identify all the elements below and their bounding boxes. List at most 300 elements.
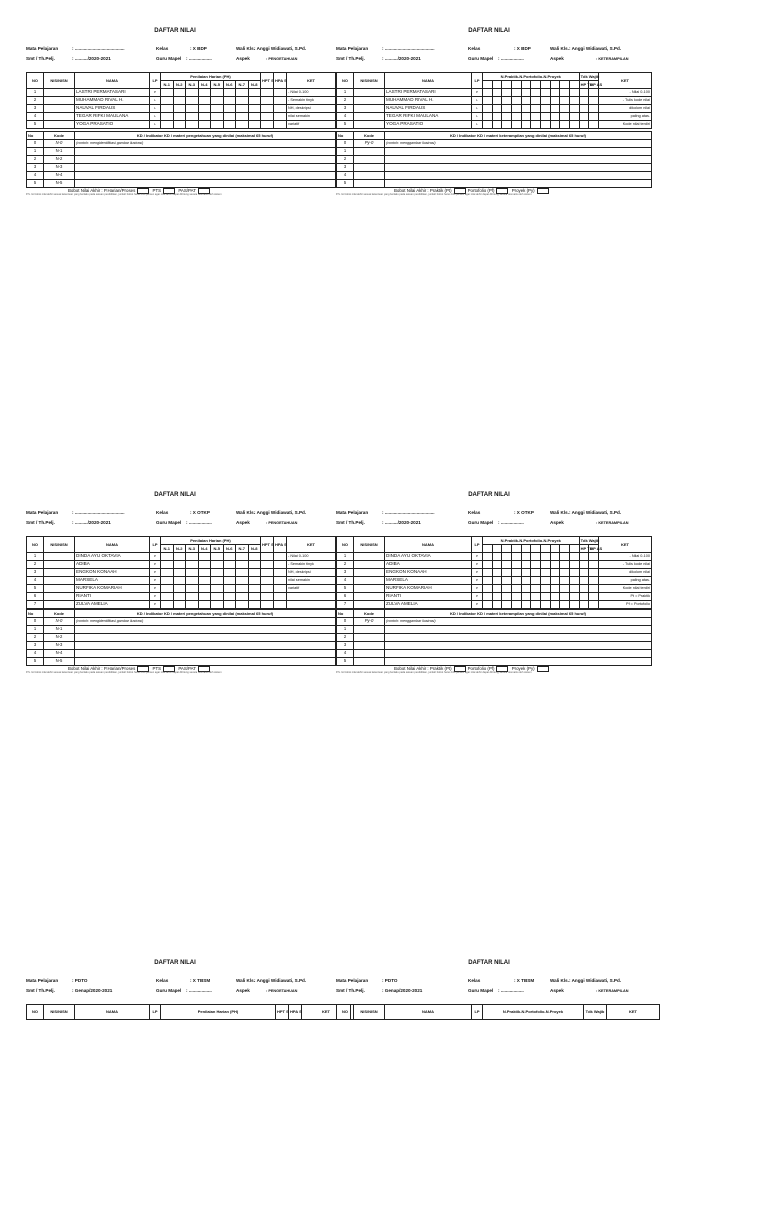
nis-cell[interactable] xyxy=(44,585,75,593)
score-cell[interactable] xyxy=(550,553,560,561)
score-cell[interactable] xyxy=(579,121,589,129)
score-cell[interactable] xyxy=(274,585,287,593)
score-cell[interactable] xyxy=(550,561,560,569)
score-cell[interactable] xyxy=(248,113,261,121)
score-cell[interactable] xyxy=(569,569,579,577)
score-cell[interactable] xyxy=(261,577,274,585)
score-cell[interactable] xyxy=(560,105,570,113)
score-cell[interactable] xyxy=(540,121,550,129)
score-cell[interactable] xyxy=(236,89,249,97)
score-cell[interactable] xyxy=(531,577,541,585)
score-cell[interactable] xyxy=(236,113,249,121)
score-cell[interactable] xyxy=(550,601,560,609)
kd-description[interactable] xyxy=(75,650,336,658)
score-cell[interactable] xyxy=(198,585,211,593)
score-cell[interactable] xyxy=(186,97,199,105)
kd-description[interactable] xyxy=(75,172,336,180)
score-cell[interactable] xyxy=(161,105,174,113)
score-cell[interactable] xyxy=(521,89,531,97)
kd-description[interactable] xyxy=(385,164,652,172)
score-cell[interactable] xyxy=(274,89,287,97)
score-cell[interactable] xyxy=(161,585,174,593)
score-cell[interactable] xyxy=(483,577,493,585)
score-cell[interactable] xyxy=(186,113,199,121)
nis-cell[interactable] xyxy=(354,601,385,609)
score-cell[interactable] xyxy=(211,553,224,561)
score-cell[interactable] xyxy=(186,121,199,129)
score-cell[interactable] xyxy=(560,561,570,569)
kd-description[interactable] xyxy=(75,156,336,164)
kd-description[interactable] xyxy=(75,634,336,642)
nis-cell[interactable] xyxy=(44,577,75,585)
score-cell[interactable] xyxy=(483,89,493,97)
score-cell[interactable] xyxy=(560,593,570,601)
kd-description[interactable] xyxy=(385,148,652,156)
nis-cell[interactable] xyxy=(44,553,75,561)
score-cell[interactable] xyxy=(511,121,521,129)
score-cell[interactable] xyxy=(211,113,224,121)
score-cell[interactable] xyxy=(589,553,599,561)
score-cell[interactable] xyxy=(274,569,287,577)
score-cell[interactable] xyxy=(569,593,579,601)
score-cell[interactable] xyxy=(223,121,236,129)
score-cell[interactable] xyxy=(589,593,599,601)
nis-cell[interactable] xyxy=(354,561,385,569)
score-cell[interactable] xyxy=(531,561,541,569)
score-cell[interactable] xyxy=(579,585,589,593)
nis-cell[interactable] xyxy=(44,113,75,121)
nis-cell[interactable] xyxy=(44,593,75,601)
score-cell[interactable] xyxy=(186,553,199,561)
score-cell[interactable] xyxy=(198,561,211,569)
score-cell[interactable] xyxy=(492,569,502,577)
score-cell[interactable] xyxy=(261,593,274,601)
kd-description[interactable] xyxy=(75,148,336,156)
score-cell[interactable] xyxy=(274,561,287,569)
score-cell[interactable] xyxy=(173,121,186,129)
score-cell[interactable] xyxy=(511,601,521,609)
nis-cell[interactable] xyxy=(44,569,75,577)
score-cell[interactable] xyxy=(261,569,274,577)
score-cell[interactable] xyxy=(274,601,287,609)
score-cell[interactable] xyxy=(521,553,531,561)
score-cell[interactable] xyxy=(211,569,224,577)
score-cell[interactable] xyxy=(173,105,186,113)
score-cell[interactable] xyxy=(483,601,493,609)
score-cell[interactable] xyxy=(511,113,521,121)
score-cell[interactable] xyxy=(223,577,236,585)
score-cell[interactable] xyxy=(579,577,589,585)
score-cell[interactable] xyxy=(540,601,550,609)
score-cell[interactable] xyxy=(274,113,287,121)
kd-description[interactable] xyxy=(385,180,652,188)
score-cell[interactable] xyxy=(550,113,560,121)
score-cell[interactable] xyxy=(560,89,570,97)
score-cell[interactable] xyxy=(511,561,521,569)
score-cell[interactable] xyxy=(531,97,541,105)
score-cell[interactable] xyxy=(236,585,249,593)
score-cell[interactable] xyxy=(579,89,589,97)
score-cell[interactable] xyxy=(483,121,493,129)
score-cell[interactable] xyxy=(521,593,531,601)
score-cell[interactable] xyxy=(274,105,287,113)
score-cell[interactable] xyxy=(211,89,224,97)
score-cell[interactable] xyxy=(560,585,570,593)
score-cell[interactable] xyxy=(261,105,274,113)
score-cell[interactable] xyxy=(248,553,261,561)
kd-description[interactable]: (contoh: mengidentifikasi gambar ilustrasi) xyxy=(75,140,336,148)
score-cell[interactable] xyxy=(521,97,531,105)
nis-cell[interactable] xyxy=(44,97,75,105)
score-cell[interactable] xyxy=(502,553,512,561)
score-cell[interactable] xyxy=(569,97,579,105)
score-cell[interactable] xyxy=(589,569,599,577)
score-cell[interactable] xyxy=(483,593,493,601)
score-cell[interactable] xyxy=(550,585,560,593)
score-cell[interactable] xyxy=(248,97,261,105)
score-cell[interactable] xyxy=(223,561,236,569)
nis-cell[interactable] xyxy=(354,585,385,593)
score-cell[interactable] xyxy=(198,105,211,113)
score-cell[interactable] xyxy=(223,97,236,105)
kd-description[interactable] xyxy=(75,626,336,634)
score-cell[interactable] xyxy=(511,577,521,585)
score-cell[interactable] xyxy=(173,601,186,609)
score-cell[interactable] xyxy=(502,577,512,585)
score-cell[interactable] xyxy=(531,553,541,561)
score-cell[interactable] xyxy=(521,577,531,585)
score-cell[interactable] xyxy=(569,561,579,569)
nis-cell[interactable] xyxy=(44,601,75,609)
score-cell[interactable] xyxy=(531,601,541,609)
score-cell[interactable] xyxy=(521,585,531,593)
score-cell[interactable] xyxy=(223,113,236,121)
score-cell[interactable] xyxy=(569,113,579,121)
score-cell[interactable] xyxy=(173,585,186,593)
score-cell[interactable] xyxy=(211,601,224,609)
score-cell[interactable] xyxy=(198,89,211,97)
kd-description[interactable] xyxy=(75,164,336,172)
kd-description[interactable]: (contoh: menggambar ilustrasi) xyxy=(385,140,652,148)
kd-description[interactable] xyxy=(385,634,652,642)
score-cell[interactable] xyxy=(550,569,560,577)
score-cell[interactable] xyxy=(236,121,249,129)
score-cell[interactable] xyxy=(248,585,261,593)
score-cell[interactable] xyxy=(579,601,589,609)
score-cell[interactable] xyxy=(261,121,274,129)
score-cell[interactable] xyxy=(589,561,599,569)
score-cell[interactable] xyxy=(211,593,224,601)
kd-description[interactable] xyxy=(385,642,652,650)
kd-description[interactable] xyxy=(385,650,652,658)
score-cell[interactable] xyxy=(248,569,261,577)
score-cell[interactable] xyxy=(560,121,570,129)
score-cell[interactable] xyxy=(579,97,589,105)
score-cell[interactable] xyxy=(540,569,550,577)
score-cell[interactable] xyxy=(540,97,550,105)
score-cell[interactable] xyxy=(531,89,541,97)
score-cell[interactable] xyxy=(198,569,211,577)
score-cell[interactable] xyxy=(560,97,570,105)
score-cell[interactable] xyxy=(502,569,512,577)
score-cell[interactable] xyxy=(186,593,199,601)
score-cell[interactable] xyxy=(492,97,502,105)
score-cell[interactable] xyxy=(236,97,249,105)
score-cell[interactable] xyxy=(531,569,541,577)
score-cell[interactable] xyxy=(198,97,211,105)
score-cell[interactable] xyxy=(483,569,493,577)
score-cell[interactable] xyxy=(248,89,261,97)
score-cell[interactable] xyxy=(223,105,236,113)
score-cell[interactable] xyxy=(236,553,249,561)
score-cell[interactable] xyxy=(560,113,570,121)
score-cell[interactable] xyxy=(211,577,224,585)
score-cell[interactable] xyxy=(579,593,589,601)
score-cell[interactable] xyxy=(521,601,531,609)
score-cell[interactable] xyxy=(502,113,512,121)
kd-description[interactable] xyxy=(75,658,336,666)
score-cell[interactable] xyxy=(540,113,550,121)
score-cell[interactable] xyxy=(223,569,236,577)
score-cell[interactable] xyxy=(492,585,502,593)
score-cell[interactable] xyxy=(261,561,274,569)
score-cell[interactable] xyxy=(274,577,287,585)
score-cell[interactable] xyxy=(186,89,199,97)
score-cell[interactable] xyxy=(511,585,521,593)
score-cell[interactable] xyxy=(492,553,502,561)
score-cell[interactable] xyxy=(492,561,502,569)
score-cell[interactable] xyxy=(579,553,589,561)
score-cell[interactable] xyxy=(173,569,186,577)
nis-cell[interactable] xyxy=(354,105,385,113)
score-cell[interactable] xyxy=(261,89,274,97)
score-cell[interactable] xyxy=(161,577,174,585)
score-cell[interactable] xyxy=(483,585,493,593)
score-cell[interactable] xyxy=(502,601,512,609)
score-cell[interactable] xyxy=(161,553,174,561)
score-cell[interactable] xyxy=(531,105,541,113)
kd-description[interactable]: (contoh: menggambar ilustrasi) xyxy=(385,618,652,626)
score-cell[interactable] xyxy=(211,97,224,105)
score-cell[interactable] xyxy=(186,585,199,593)
score-cell[interactable] xyxy=(579,113,589,121)
score-cell[interactable] xyxy=(161,561,174,569)
score-cell[interactable] xyxy=(236,601,249,609)
score-cell[interactable] xyxy=(511,569,521,577)
score-cell[interactable] xyxy=(511,97,521,105)
score-cell[interactable] xyxy=(173,113,186,121)
score-cell[interactable] xyxy=(540,553,550,561)
score-cell[interactable] xyxy=(560,569,570,577)
score-cell[interactable] xyxy=(274,593,287,601)
score-cell[interactable] xyxy=(274,553,287,561)
score-cell[interactable] xyxy=(223,601,236,609)
score-cell[interactable] xyxy=(579,561,589,569)
score-cell[interactable] xyxy=(502,585,512,593)
score-cell[interactable] xyxy=(589,585,599,593)
score-cell[interactable] xyxy=(569,553,579,561)
nis-cell[interactable] xyxy=(354,553,385,561)
score-cell[interactable] xyxy=(483,561,493,569)
score-cell[interactable] xyxy=(198,593,211,601)
score-cell[interactable] xyxy=(198,601,211,609)
score-cell[interactable] xyxy=(483,97,493,105)
score-cell[interactable] xyxy=(540,585,550,593)
score-cell[interactable] xyxy=(589,97,599,105)
score-cell[interactable] xyxy=(589,601,599,609)
score-cell[interactable] xyxy=(248,601,261,609)
score-cell[interactable] xyxy=(198,577,211,585)
score-cell[interactable] xyxy=(531,593,541,601)
kd-description[interactable] xyxy=(75,642,336,650)
score-cell[interactable] xyxy=(560,577,570,585)
score-cell[interactable] xyxy=(540,105,550,113)
score-cell[interactable] xyxy=(186,577,199,585)
score-cell[interactable] xyxy=(161,593,174,601)
score-cell[interactable] xyxy=(223,593,236,601)
score-cell[interactable] xyxy=(161,121,174,129)
score-cell[interactable] xyxy=(589,113,599,121)
score-cell[interactable] xyxy=(483,553,493,561)
score-cell[interactable] xyxy=(173,553,186,561)
score-cell[interactable] xyxy=(531,585,541,593)
score-cell[interactable] xyxy=(569,121,579,129)
score-cell[interactable] xyxy=(236,561,249,569)
score-cell[interactable] xyxy=(261,585,274,593)
kd-description[interactable] xyxy=(385,156,652,164)
score-cell[interactable] xyxy=(483,113,493,121)
score-cell[interactable] xyxy=(511,553,521,561)
nis-cell[interactable] xyxy=(354,593,385,601)
score-cell[interactable] xyxy=(511,89,521,97)
score-cell[interactable] xyxy=(186,561,199,569)
score-cell[interactable] xyxy=(511,105,521,113)
kd-description[interactable] xyxy=(385,626,652,634)
score-cell[interactable] xyxy=(589,105,599,113)
score-cell[interactable] xyxy=(550,105,560,113)
nis-cell[interactable] xyxy=(354,121,385,129)
score-cell[interactable] xyxy=(521,121,531,129)
score-cell[interactable] xyxy=(550,89,560,97)
score-cell[interactable] xyxy=(540,89,550,97)
score-cell[interactable] xyxy=(579,105,589,113)
score-cell[interactable] xyxy=(492,601,502,609)
score-cell[interactable] xyxy=(198,553,211,561)
score-cell[interactable] xyxy=(161,97,174,105)
kd-description[interactable] xyxy=(385,658,652,666)
score-cell[interactable] xyxy=(261,553,274,561)
score-cell[interactable] xyxy=(161,89,174,97)
nis-cell[interactable] xyxy=(44,561,75,569)
score-cell[interactable] xyxy=(186,601,199,609)
score-cell[interactable] xyxy=(274,97,287,105)
kd-description[interactable] xyxy=(385,172,652,180)
score-cell[interactable] xyxy=(492,113,502,121)
score-cell[interactable] xyxy=(173,561,186,569)
nis-cell[interactable] xyxy=(354,569,385,577)
score-cell[interactable] xyxy=(173,97,186,105)
score-cell[interactable] xyxy=(198,121,211,129)
score-cell[interactable] xyxy=(569,89,579,97)
score-cell[interactable] xyxy=(560,553,570,561)
nis-cell[interactable] xyxy=(354,89,385,97)
score-cell[interactable] xyxy=(540,577,550,585)
score-cell[interactable] xyxy=(521,569,531,577)
score-cell[interactable] xyxy=(511,593,521,601)
score-cell[interactable] xyxy=(550,577,560,585)
score-cell[interactable] xyxy=(569,601,579,609)
kd-description[interactable] xyxy=(75,180,336,188)
score-cell[interactable] xyxy=(248,121,261,129)
score-cell[interactable] xyxy=(161,113,174,121)
score-cell[interactable] xyxy=(223,585,236,593)
score-cell[interactable] xyxy=(261,97,274,105)
score-cell[interactable] xyxy=(492,89,502,97)
score-cell[interactable] xyxy=(569,577,579,585)
score-cell[interactable] xyxy=(521,561,531,569)
score-cell[interactable] xyxy=(261,601,274,609)
nis-cell[interactable] xyxy=(354,113,385,121)
score-cell[interactable] xyxy=(173,593,186,601)
score-cell[interactable] xyxy=(248,593,261,601)
score-cell[interactable] xyxy=(502,121,512,129)
score-cell[interactable] xyxy=(483,105,493,113)
score-cell[interactable] xyxy=(186,105,199,113)
score-cell[interactable] xyxy=(211,105,224,113)
score-cell[interactable] xyxy=(236,593,249,601)
score-cell[interactable] xyxy=(223,89,236,97)
score-cell[interactable] xyxy=(569,105,579,113)
score-cell[interactable] xyxy=(161,601,174,609)
score-cell[interactable] xyxy=(531,121,541,129)
score-cell[interactable] xyxy=(492,593,502,601)
nis-cell[interactable] xyxy=(44,89,75,97)
score-cell[interactable] xyxy=(261,113,274,121)
nis-cell[interactable] xyxy=(354,97,385,105)
score-cell[interactable] xyxy=(186,569,199,577)
score-cell[interactable] xyxy=(236,569,249,577)
score-cell[interactable] xyxy=(589,577,599,585)
score-cell[interactable] xyxy=(579,569,589,577)
score-cell[interactable] xyxy=(492,105,502,113)
score-cell[interactable] xyxy=(502,89,512,97)
kd-description[interactable]: (contoh: mengidentifikasi gambar ilustrasi) xyxy=(75,618,336,626)
score-cell[interactable] xyxy=(540,593,550,601)
score-cell[interactable] xyxy=(502,561,512,569)
nis-cell[interactable] xyxy=(354,577,385,585)
score-cell[interactable] xyxy=(248,561,261,569)
score-cell[interactable] xyxy=(521,105,531,113)
score-cell[interactable] xyxy=(540,561,550,569)
score-cell[interactable] xyxy=(248,105,261,113)
score-cell[interactable] xyxy=(211,561,224,569)
score-cell[interactable] xyxy=(531,113,541,121)
score-cell[interactable] xyxy=(502,105,512,113)
score-cell[interactable] xyxy=(248,577,261,585)
nis-cell[interactable] xyxy=(44,121,75,129)
score-cell[interactable] xyxy=(589,89,599,97)
score-cell[interactable] xyxy=(569,585,579,593)
score-cell[interactable] xyxy=(492,577,502,585)
score-cell[interactable] xyxy=(236,105,249,113)
score-cell[interactable] xyxy=(236,577,249,585)
score-cell[interactable] xyxy=(492,121,502,129)
score-cell[interactable] xyxy=(550,121,560,129)
score-cell[interactable] xyxy=(550,97,560,105)
score-cell[interactable] xyxy=(198,113,211,121)
score-cell[interactable] xyxy=(521,113,531,121)
score-cell[interactable] xyxy=(502,593,512,601)
